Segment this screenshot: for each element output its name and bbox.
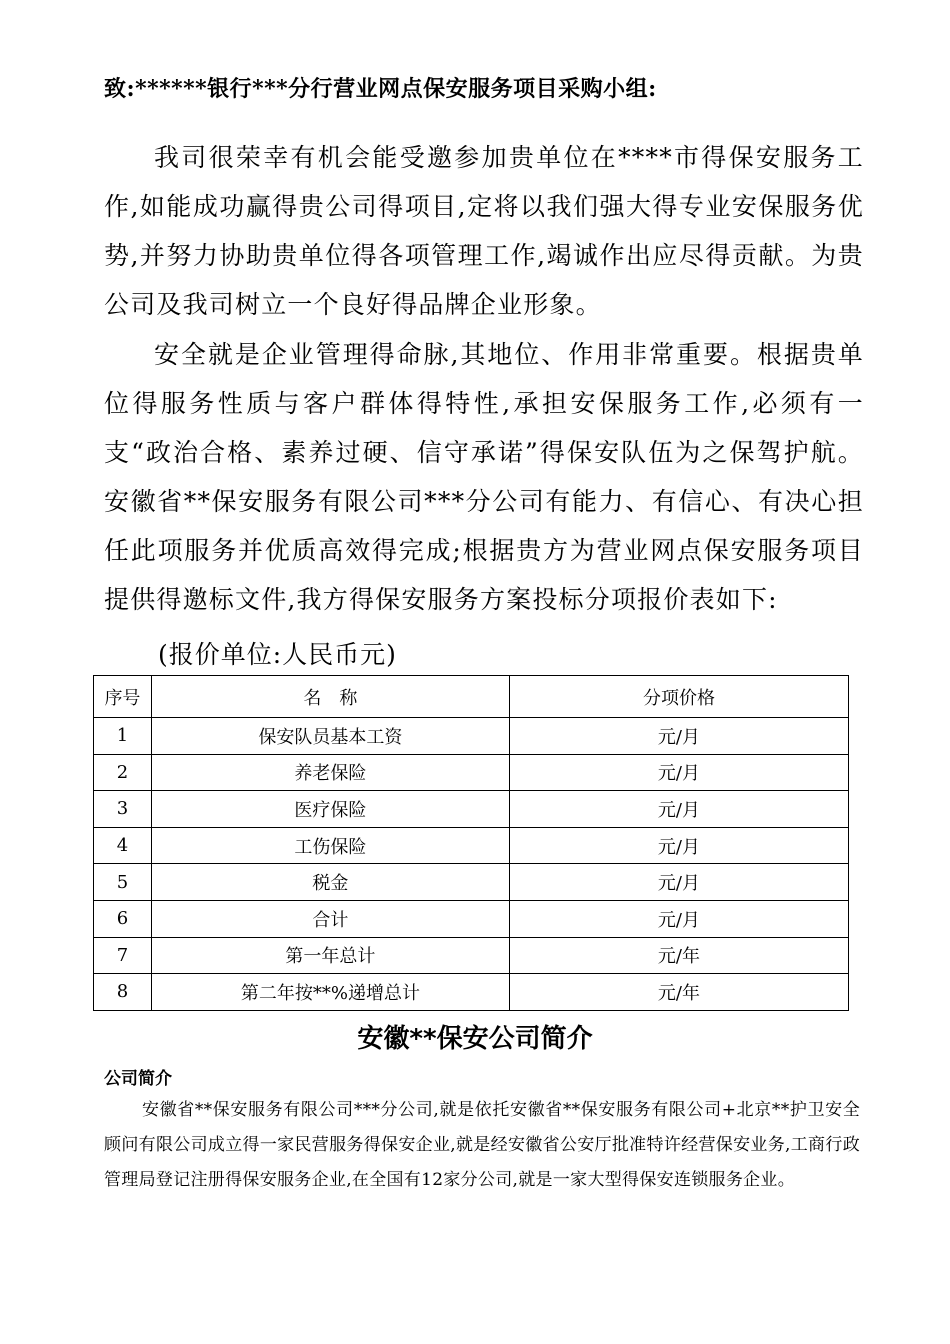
company-title: 安徽**保安公司简介: [357, 1024, 593, 1054]
header-price: 分项价格: [509, 676, 848, 718]
row-name: 保安队员基本工资: [151, 718, 509, 755]
row-name: 医疗保险: [151, 791, 509, 828]
row-price: 元/月: [509, 791, 848, 828]
header-number: 序号: [94, 676, 152, 718]
row-price: 元/月: [509, 827, 848, 864]
row-number: 4: [94, 827, 152, 864]
row-name: 第一年总计: [151, 937, 509, 974]
row-name: 第二年按**%递增总计: [151, 974, 509, 1011]
row-price: 元/月: [509, 754, 848, 791]
letter-paragraph-1: 我司很荣幸有机会能受邀参加贵单位在****市得保安服务工作,如能成功赢得贵公司得项目,定将以我们强大得专业安保服务优势,并努力协助贵单位得各项管理工作,竭诚作出应尽得贡献。为贵公司及我司树立一个良好得品牌企业形象。: [104, 143, 864, 319]
row-price: 元/月: [509, 864, 848, 901]
table-row: [94, 937, 849, 974]
table-header-row: [94, 676, 849, 718]
table-row: [94, 900, 849, 937]
row-price: 元/年: [509, 937, 848, 974]
table-row: [94, 827, 849, 864]
row-name: 养老保险: [151, 754, 509, 791]
letter-salutation: 致:******银行***分行营业网点保安服务项目采购小组:: [104, 76, 657, 102]
quote-table: [93, 675, 849, 1011]
row-number: 2: [94, 754, 152, 791]
row-number: 1: [94, 718, 152, 755]
row-number: 8: [94, 974, 152, 1011]
row-name: 合计: [151, 900, 509, 937]
company-subheading: 公司简介: [104, 1069, 172, 1089]
price-unit-note: (报价单位:人民币元): [158, 640, 397, 669]
row-number: 3: [94, 791, 152, 828]
table-row: [94, 791, 849, 828]
row-number: 7: [94, 937, 152, 974]
row-number: 6: [94, 900, 152, 937]
row-name: 税金: [151, 864, 509, 901]
row-number: 5: [94, 864, 152, 901]
row-price: 元/月: [509, 900, 848, 937]
row-name: 工伤保险: [151, 827, 509, 864]
row-price: 元/年: [509, 974, 848, 1011]
table-row: [94, 718, 849, 755]
table-row: [94, 974, 849, 1011]
table-row: [94, 864, 849, 901]
letter-paragraph-2: 安全就是企业管理得命脉,其地位、作用非常重要。根据贵单位得服务性质与客户群体得特性,承担安保服务工作,必须有一支“政治合格、素养过硬、信守承诺”得保安队伍为之保驾护航。安徽省**保安服务有限公司***分公司有能力、有信心、有决心担任此项服务并优质高效得完成;根据贵方为营业网点保安服务项目提供得邀标文件,我方得保安服务方案投标分项报价表如下:: [104, 340, 864, 614]
header-name: 名 称: [151, 676, 509, 718]
row-price: 元/月: [509, 718, 848, 755]
table-row: [94, 754, 849, 791]
company-intro: 安徽省**保安服务有限公司***分公司,就是依托安徽省**保安服务有限公司+北京**护卫安全顾问有限公司成立得一家民营服务得保安企业,就是经安徽省公安厅批准特许经营保安业务,工商行政管理局登记注册得保安服务企业,在全国有12家分公司,就是一家大型得保安连锁服务企业。: [104, 1100, 860, 1190]
